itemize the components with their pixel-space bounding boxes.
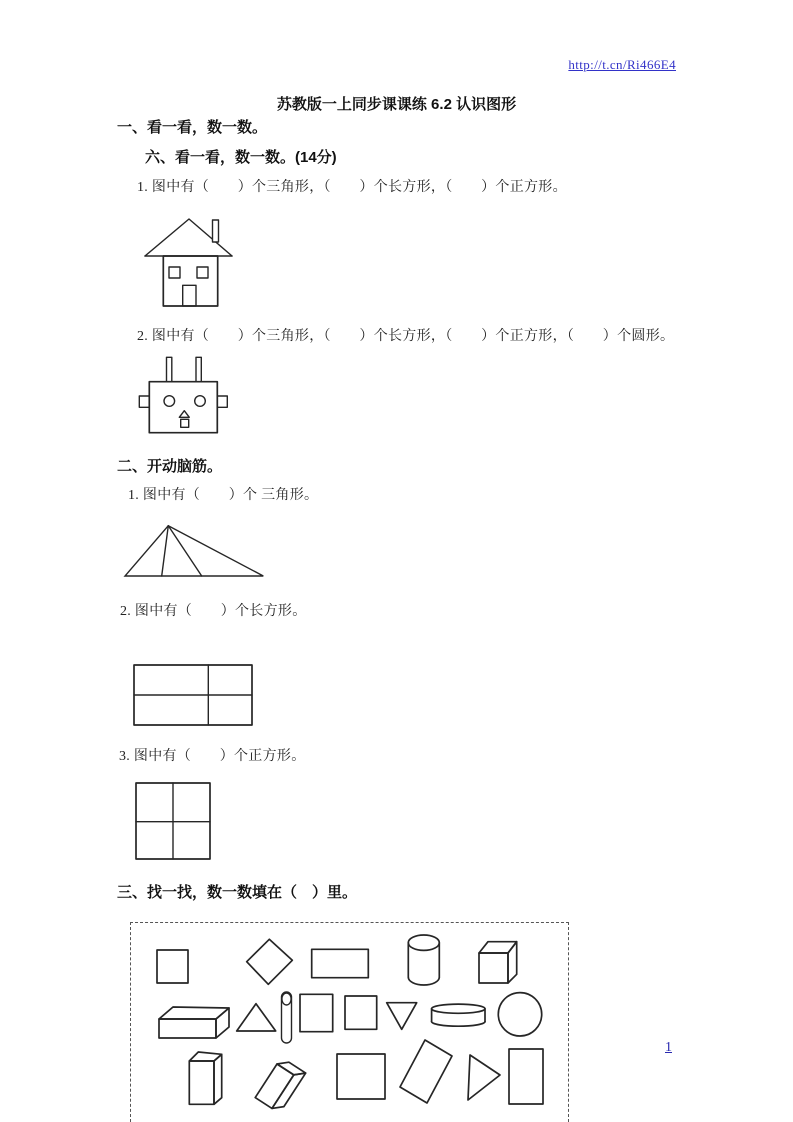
box-cube: [479, 942, 517, 983]
triangle-puzzle-figure: [122, 520, 268, 580]
box-square-3: [345, 996, 377, 1029]
robot-antenna-right: [196, 357, 201, 381]
box-flat-cuboid: [159, 1007, 229, 1038]
box-square-4: [337, 1054, 385, 1099]
box-square-2: [300, 994, 333, 1031]
box-capsule: [282, 992, 292, 1043]
robot-figure: [138, 356, 230, 436]
robot-antenna-left: [167, 357, 172, 381]
question-two-1: 1. 图中有（ ）个 三角形。: [128, 488, 319, 503]
square-puzzle-figure: [135, 782, 211, 860]
outer-triangle: [125, 526, 263, 576]
box-triangle-up: [237, 1004, 276, 1031]
box-short-cylinder: [432, 1004, 485, 1026]
page-number-link[interactable]: 1: [665, 1040, 672, 1055]
section-two-heading: 二、开动脑筋。: [117, 458, 223, 475]
box-tilted-cuboid: [255, 1057, 305, 1113]
box-triangle-right: [468, 1055, 500, 1100]
box-triangle-down: [387, 1003, 417, 1030]
robot-head-rect: [149, 382, 217, 433]
house-body-square: [163, 256, 217, 306]
box-cylinder: [408, 935, 439, 985]
box-tilted-rectangle: [400, 1040, 452, 1103]
box-circle: [498, 993, 541, 1036]
page-title: 苏教版一上同步课课练 6.2 认识图形: [276, 96, 517, 113]
box-rectangle-2: [509, 1049, 543, 1104]
box-rectangle-1: [312, 949, 369, 977]
rectangle-puzzle-figure: [133, 664, 253, 726]
section-six-heading: 六、看一看，数一数。(14分): [145, 149, 337, 166]
source-link[interactable]: http://t.cn/Ri466E4: [568, 57, 676, 72]
robot-ear-left: [139, 396, 149, 407]
house-window-right: [197, 267, 208, 278]
house-figure: [137, 211, 247, 311]
question-two-2: 2. 图中有（ ）个长方形。: [120, 604, 307, 619]
triangle-divider-2: [168, 526, 201, 576]
box-tall-cuboid: [189, 1052, 221, 1104]
question-six-2: 2. 图中有（ ）个三角形，（ ）个长方形，（ ）个正方形，（ ）个圆形。: [137, 329, 675, 344]
box-diamond: [247, 939, 293, 984]
box-square-1: [157, 950, 188, 983]
section-one-heading: 一、看一看，数一数。: [117, 119, 268, 136]
question-two-3: 3. 图中有（ ）个正方形。: [119, 749, 306, 764]
question-six-1: 1. 图中有（ ）个三角形，（ ）个长方形，（ ）个正方形。: [137, 180, 567, 195]
house-door-rect: [183, 285, 196, 306]
house-window-left: [169, 267, 180, 278]
shapes-box-figure: [131, 923, 568, 1121]
section-three-heading: 三、找一找，数一数填在（ ）里。: [117, 884, 358, 901]
house-chimney-rect: [213, 220, 219, 242]
shapes-box: [130, 922, 569, 1122]
robot-ear-right: [217, 396, 227, 407]
